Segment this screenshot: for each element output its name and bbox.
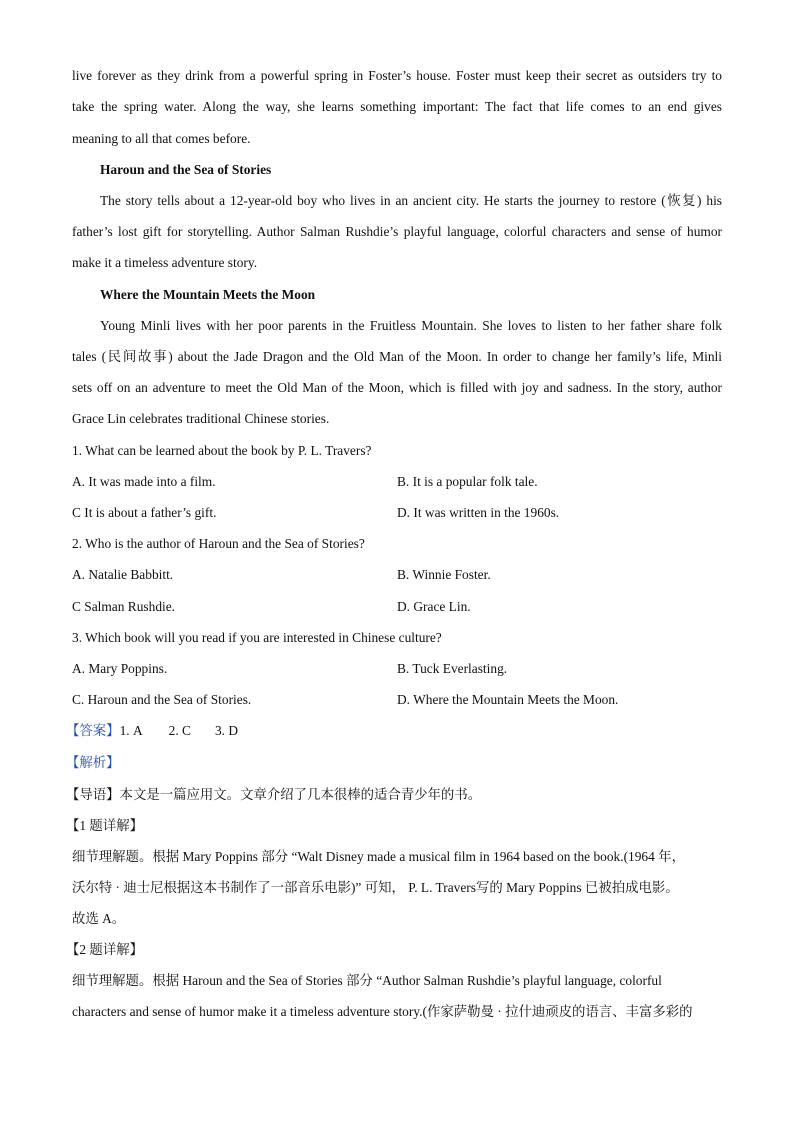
question-1-option-c: C It is about a father’s gift. [72,505,217,520]
question-3-option-a: A. Mary Poppins. [72,661,168,676]
q1-detail-label: 【1 题详解】 [66,818,143,833]
mountain-paragraph-line-4: Grace Lin celebrates traditional Chinese stories. [72,411,330,426]
analysis-guide: 【导语】本文是一篇应用文。文章介绍了几本很棒的适合青少年的书。 [66,787,482,802]
haroun-title: Haroun and the Sea of Stories [100,162,272,177]
tuck-paragraph-line-3: meaning to all that comes before. [72,131,251,146]
q2-detail-line-2: characters and sense of humor make it a timeless adventure story.(作家萨勒曼 · 拉什迪顽皮的语言、丰富多彩的 [72,1004,693,1019]
question-2-stem: 2. Who is the author of Haroun and the Sea of Stories? [72,536,365,551]
question-3-option-d: D. Where the Mountain Meets the Moon. [397,692,619,707]
question-3-option-c: C. Haroun and the Sea of Stories. [72,692,252,707]
q2-detail-line-1: 细节理解题。根据 Haroun and the Sea of Stories 部分 “Author Salman Rushdie’s playful language, colorful [72,973,662,988]
tuck-paragraph-line-1: live forever as they drink from a powerful spring in Foster’s house. Foster must keep their secret as outsiders try to [72,68,722,83]
q2-detail-label: 【2 题详解】 [66,942,143,957]
analysis-label: 【解析】 [66,755,120,770]
question-1-stem: 1. What can be learned about the book by P. L. Travers? [72,443,372,458]
mountain-paragraph-line-3: sets off on an adventure to meet the Old Man of the Moon, which is filled with joy and sadness. In the story, author [72,380,722,395]
tuck-paragraph-line-2: take the spring water. Along the way, she learns something important: The fact that life comes to an end gives [72,99,722,114]
question-3-stem: 3. Which book will you read if you are interested in Chinese culture? [72,630,442,645]
haroun-paragraph-line-2: father’s lost gift for storytelling. Author Salman Rushdie’s playful language, colorful characters and sense of humor [72,224,722,239]
question-3-option-b: B. Tuck Everlasting. [397,661,508,676]
mountain-paragraph-line-2: tales (民间故事) about the Jade Dragon and the Old Man of the Moon. In order to change her family’s life, Minli [72,349,722,364]
question-2-option-a: A. Natalie Babbitt. [72,567,174,582]
haroun-paragraph-line-1: The story tells about a 12-year-old boy who lives in an ancient city. He starts the journey to restore (恢复) his [100,193,722,208]
question-2-option-c: C Salman Rushdie. [72,599,176,614]
q1-detail-line-2: 沃尔特 · 迪士尼根据这本书制作了一部音乐电影)” 可知， P. L. Travers写的 Mary Poppins 已被拍成电影。 [72,880,679,895]
question-1-option-d: D. It was written in the 1960s. [397,505,560,520]
q1-detail-line-3: 故选 A。 [72,911,126,926]
mountain-paragraph-line-1: Young Minli lives with her poor parents in the Fruitless Mountain. She loves to listen to her father share folk [100,318,722,333]
answer-label: 【答案】 [66,723,120,738]
question-2-option-d: D. Grace Lin. [397,599,471,614]
question-1-option-a: A. It was made into a film. [72,474,216,489]
q1-detail-line-1: 细节理解题。根据 Mary Poppins 部分 “Walt Disney made a musical film in 1964 based on the book.(1964 年， [72,849,685,864]
answer-row [66,722,238,740]
answer-3: 3. D [214,723,239,738]
haroun-paragraph-line-3: make it a timeless adventure story. [72,255,258,270]
question-2-option-b: B. Winnie Foster. [397,567,491,582]
answer-1: 1. A [119,723,143,738]
question-1-option-b: B. It is a popular folk tale. [397,474,538,489]
mountain-title: Where the Mountain Meets the Moon [100,287,316,302]
answer-2: 2. C [168,723,191,738]
